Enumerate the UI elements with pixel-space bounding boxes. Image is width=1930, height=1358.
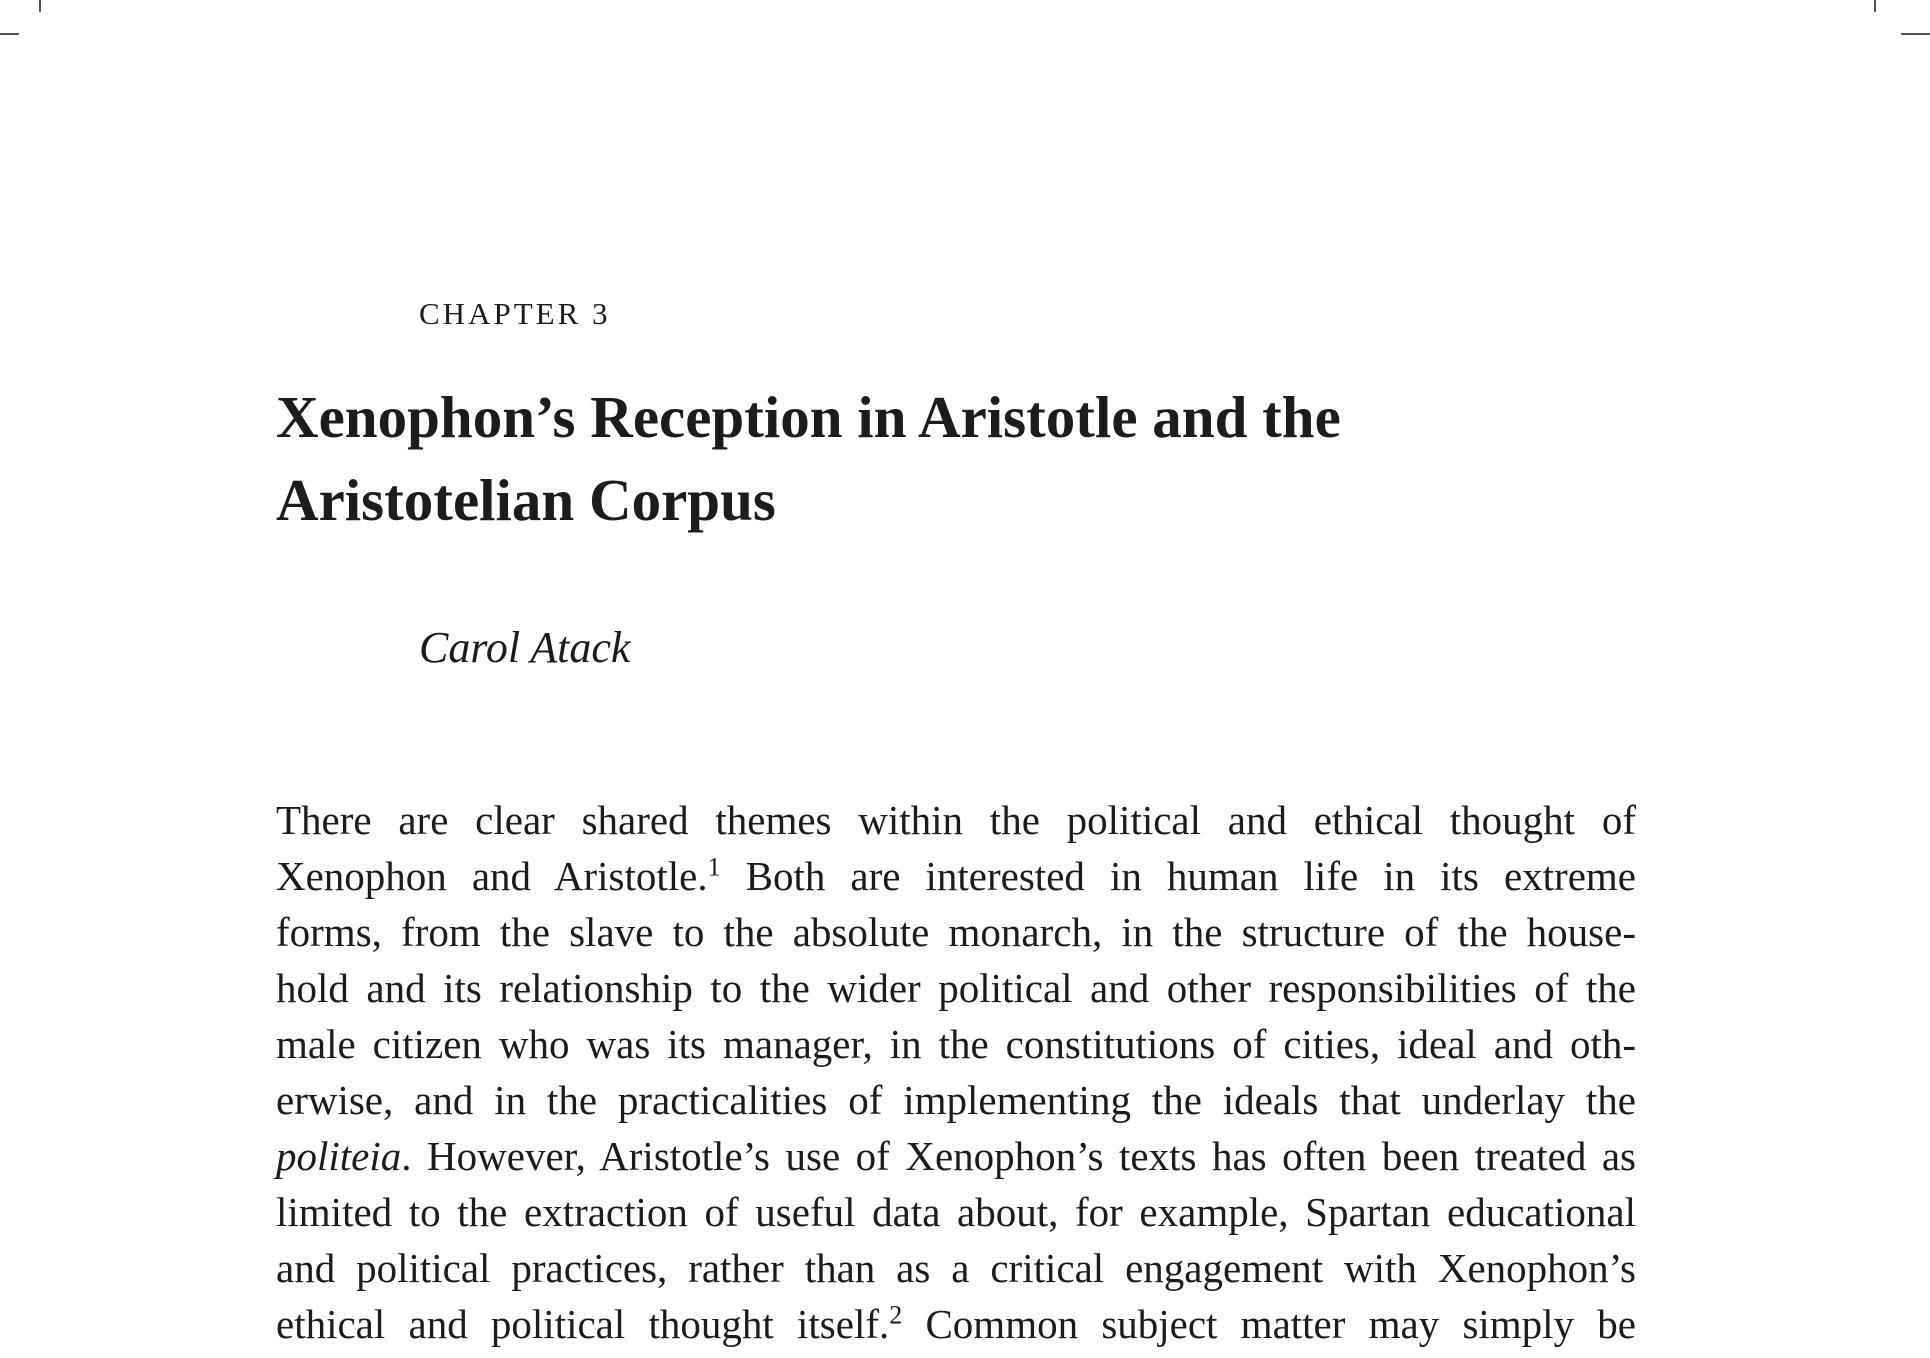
paragraph-line: forms, from the slave to the absolute monarch, in the structure of the house- (276, 909, 1636, 955)
paragraph-line: limited to the extraction of useful data about, for example, Spartan educational (276, 1189, 1636, 1235)
chapter-label: CHAPTER 3 (419, 296, 611, 331)
text-run: Both are interested in human life in its extreme (720, 853, 1636, 899)
footnote-marker[interactable]: 1 (707, 852, 721, 882)
paragraph-line (276, 848, 1636, 904)
paragraph-line: hold and its relationship to the wider political and other responsibilities of the (276, 965, 1636, 1011)
chapter-title (276, 376, 1776, 542)
italic-term: politeia (276, 1133, 402, 1179)
crop-mark-top-right-horizontal (1901, 33, 1930, 35)
author-name: Carol Atack (419, 623, 631, 672)
body-paragraph (276, 792, 1636, 1352)
paragraph-line: There are clear shared themes within the political and ethical thought of (276, 797, 1636, 843)
crop-mark-top-right-vertical (1874, 0, 1876, 12)
footnote-marker[interactable]: 2 (889, 1300, 903, 1330)
chapter-title-line: Xenophon’s Reception in Aristotle and the (276, 384, 1341, 450)
paragraph-line (276, 1296, 1636, 1352)
paragraph-line (276, 1128, 1636, 1184)
crop-mark-top-left-vertical (39, 0, 41, 12)
text-run: . However, Aristotle’s use of Xenophon’s texts has often been treated as (401, 1133, 1636, 1179)
chapter-title-line: Aristotelian Corpus (276, 467, 776, 533)
text-run: Common subject matter may simply be (902, 1301, 1636, 1347)
text-run: Xenophon and Aristotle. (276, 853, 708, 899)
crop-mark-top-left-horizontal (0, 33, 19, 35)
text-run: ethical and political thought itself. (276, 1301, 890, 1347)
paragraph-line: male citizen who was its manager, in the constitutions of cities, ideal and oth- (276, 1021, 1636, 1067)
paragraph-line: and political practices, rather than as a critical engagement with Xenophon’s (276, 1245, 1636, 1291)
paragraph-line: erwise, and in the practicalities of implementing the ideals that underlay the (276, 1077, 1636, 1123)
